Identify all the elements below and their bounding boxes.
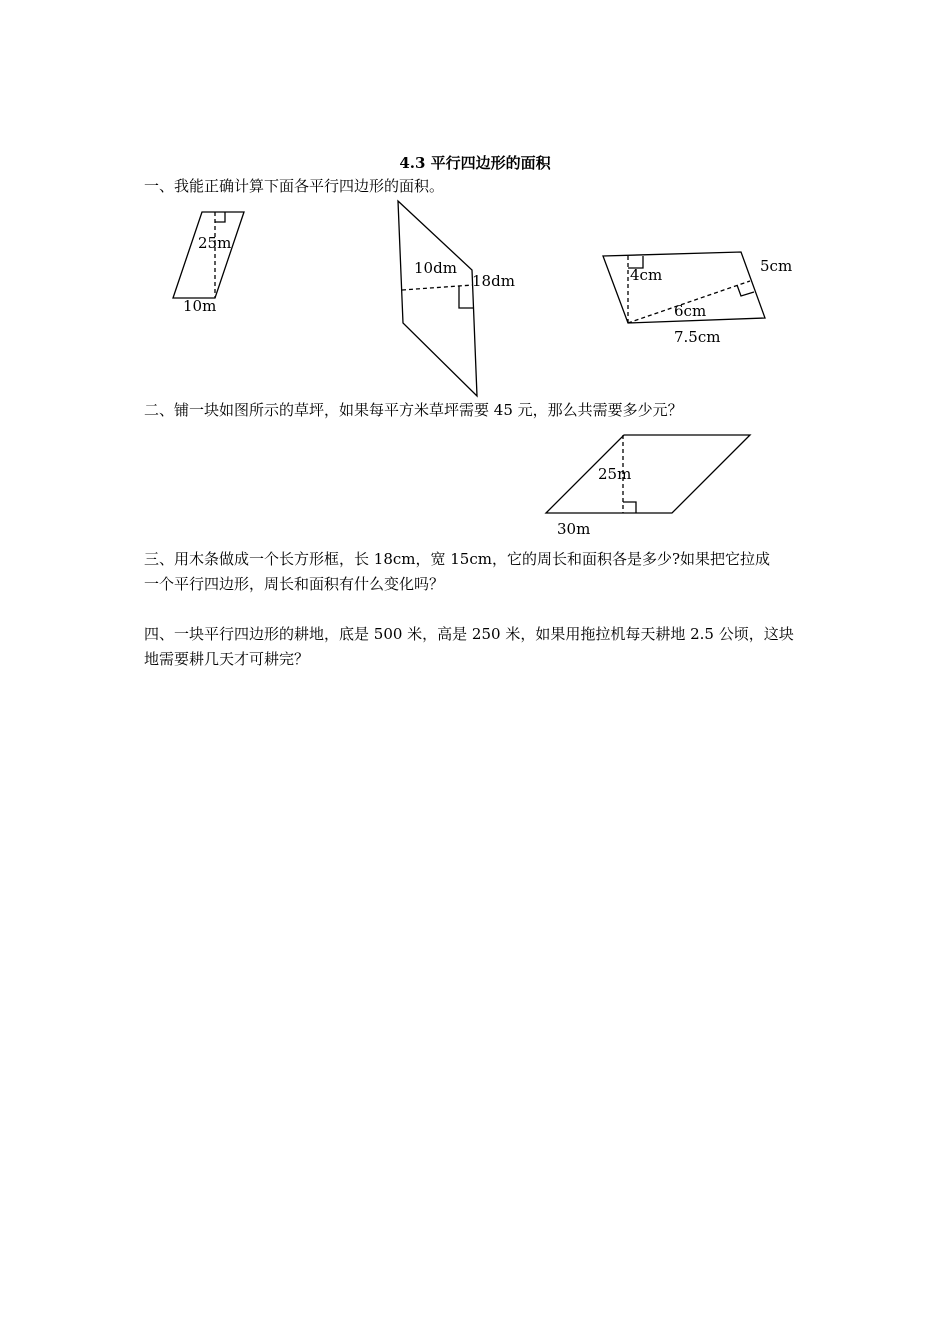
- parallelogram-4: [546, 435, 750, 513]
- fig2-side-label: 18dm: [472, 272, 515, 290]
- question-4-line-1: 四、一块平行四边形的耕地，底是 500 米，高是 250 米，如果用拖拉机每天耕地 2.5 公顷，这块: [144, 625, 794, 643]
- parallelogram-1: [173, 212, 244, 298]
- question-4: [144, 622, 812, 672]
- fig3-base-label: 7.5cm: [674, 328, 721, 346]
- question-2: 二、铺一块如图所示的草坪，如果每平方米草坪需要 45 元，那么共需要多少元？: [144, 401, 683, 419]
- fig3-height2-label: 6cm: [674, 302, 707, 320]
- question-3-line-2: 一个平行四边形，周长和面积有什么变化吗？: [144, 575, 445, 593]
- fig1-height-label: 25m: [198, 234, 232, 252]
- right-angle-mark-3b: [737, 285, 754, 296]
- fig4-height-label: 25m: [598, 465, 632, 483]
- fig3-side-label: 5cm: [760, 257, 793, 275]
- right-angle-mark-1: [215, 212, 225, 222]
- parallelogram-2: [398, 201, 477, 396]
- fig3-height-label: 4cm: [630, 266, 663, 284]
- fig1-base-label: 10m: [183, 297, 217, 315]
- right-angle-mark-4: [623, 502, 636, 513]
- question-4-line-2: 地需要耕几天才可耕完？: [144, 650, 310, 668]
- right-angle-mark-2: [459, 286, 473, 308]
- height-line-2: [402, 285, 473, 290]
- question-1: 一、我能正确计算下面各平行四边形的面积。: [144, 177, 445, 195]
- question-3-line-1: 三、用木条做成一个长方形框，长 18cm，宽 15cm，它的周长和面积各是多少?如果把它拉成: [144, 550, 771, 568]
- page-title: 4.3 平行四边形的面积: [399, 154, 551, 172]
- fig2-height-label: 10dm: [414, 259, 457, 277]
- question-3: [144, 547, 812, 597]
- fig4-base-label: 30m: [557, 520, 591, 538]
